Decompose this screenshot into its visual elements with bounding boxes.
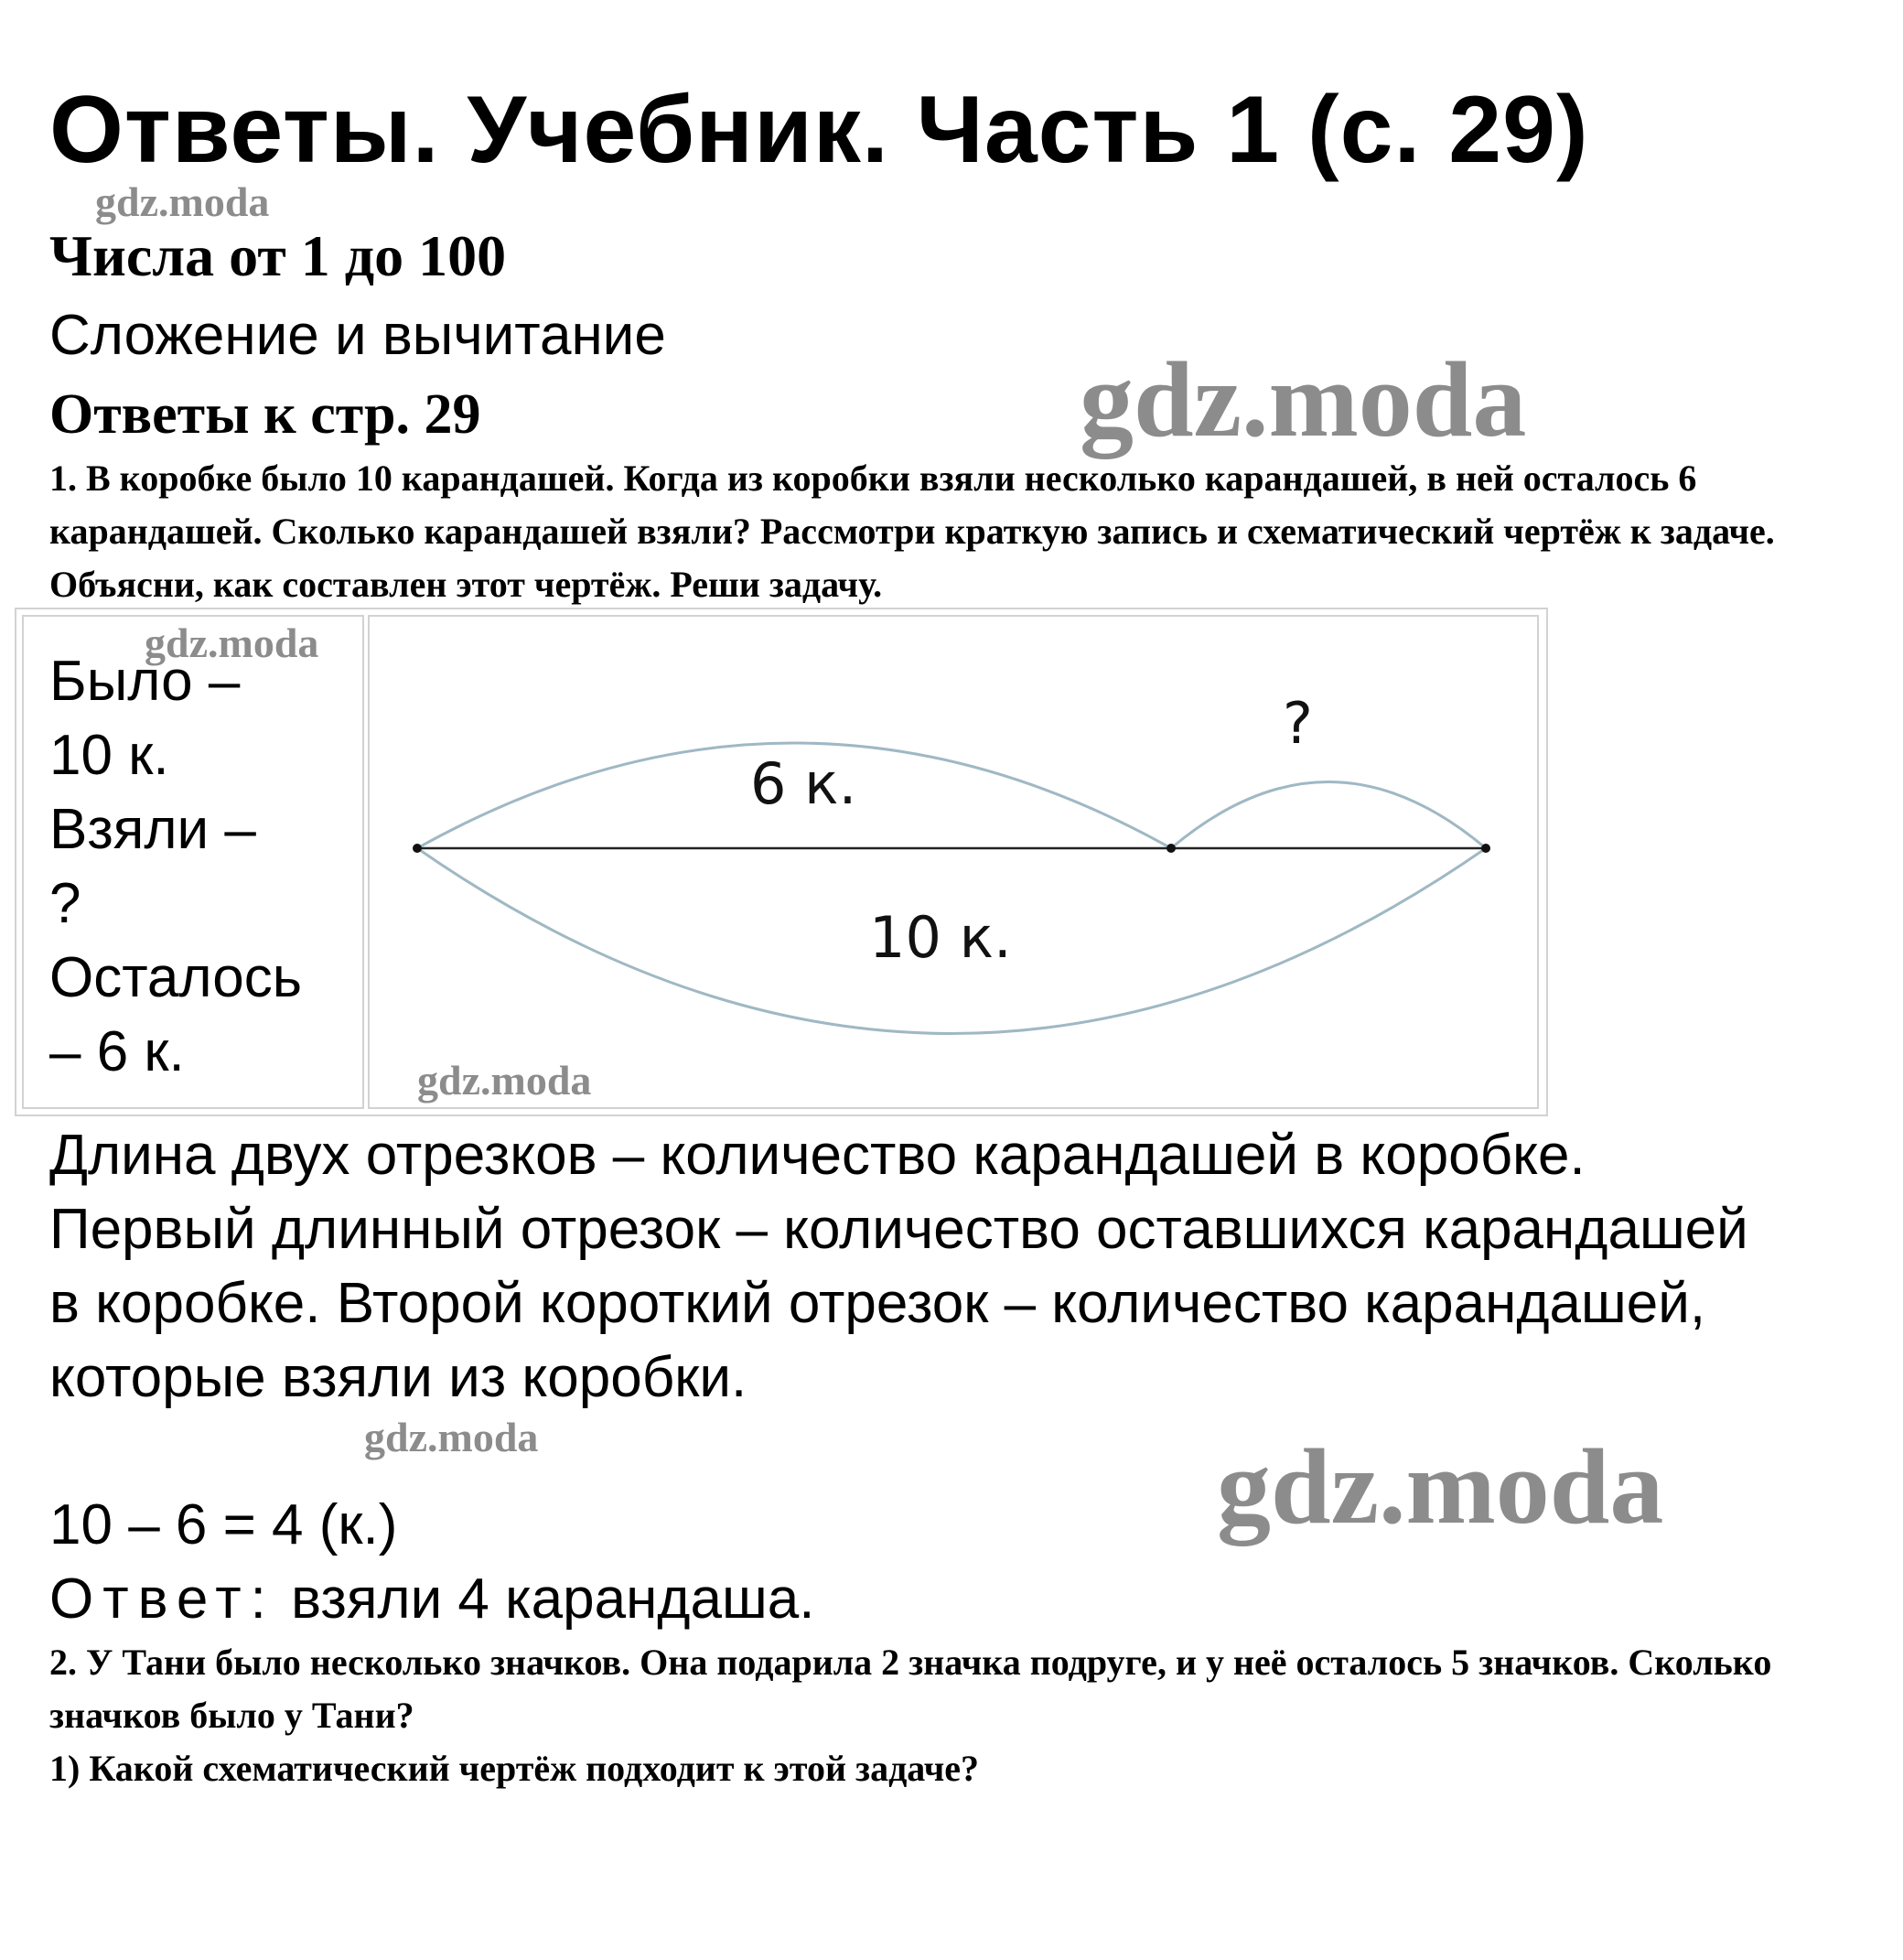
section-title: Числа от 1 до 100 <box>49 223 507 288</box>
label-taken: ? <box>1283 690 1313 757</box>
watermark: gdz.moda <box>1217 1427 1664 1546</box>
segment-point-end <box>1481 844 1490 853</box>
solution-expression: 10 – 6 = 4 (к.) <box>49 1493 398 1556</box>
task-2-question: 1) Какой схематический чертёж подходит к этой задаче? <box>49 1748 980 1789</box>
watermark: gdz.moda <box>95 178 270 225</box>
page-title: Ответы. Учебник. Часть 1 (с. 29) <box>49 77 1589 183</box>
task-1-text: 1. В коробке было 10 карандашей. Когда из коробки взяли несколько карандашей, в ней осталось 6 карандашей. Сколько карандашей взяли? Рассмотри краткую запись и схематический чертёж к задаче. Объясни, как составлен этот чертёж. Реши задачу. <box>49 458 1775 605</box>
answer-label: Ответ: <box>49 1567 275 1631</box>
segment-diagram <box>368 615 1539 1109</box>
answer-line <box>49 1562 814 1636</box>
watermark: gdz.moda <box>145 619 319 666</box>
answer-value: взяли 4 карандаша. <box>291 1567 815 1631</box>
watermark: gdz.moda <box>1080 339 1527 459</box>
task-2-statement: 2. У Тани было несколько значков. Она подарила 2 значка подруге, и у неё осталось 5 значков. Сколько значков было у Тани? <box>49 1642 1772 1736</box>
short-record: Было – 10 к. Взяли – ? Осталось – 6 к. <box>49 650 303 1083</box>
watermark: gdz.moda <box>364 1414 539 1460</box>
arc-taken <box>1171 782 1486 849</box>
label-total: 10 к. <box>869 904 1012 971</box>
segment-point-start <box>413 844 422 853</box>
answers-heading: Ответы к стр. 29 <box>49 383 481 446</box>
subsection-title: Сложение и вычитание <box>49 304 666 367</box>
explanation-text: Длина двух отрезков – количество карандашей в коробке. Первый длинный отрезок – количество оставшихся карандашей в коробке. Второй короткий отрезок – количество карандашей, которые взяли из коробки. <box>49 1124 1748 1409</box>
segment-point-middle <box>1167 844 1176 853</box>
label-remaining: 6 к. <box>750 750 857 817</box>
watermark: gdz.moda <box>417 1057 592 1104</box>
task-2-text <box>49 1636 1843 1795</box>
